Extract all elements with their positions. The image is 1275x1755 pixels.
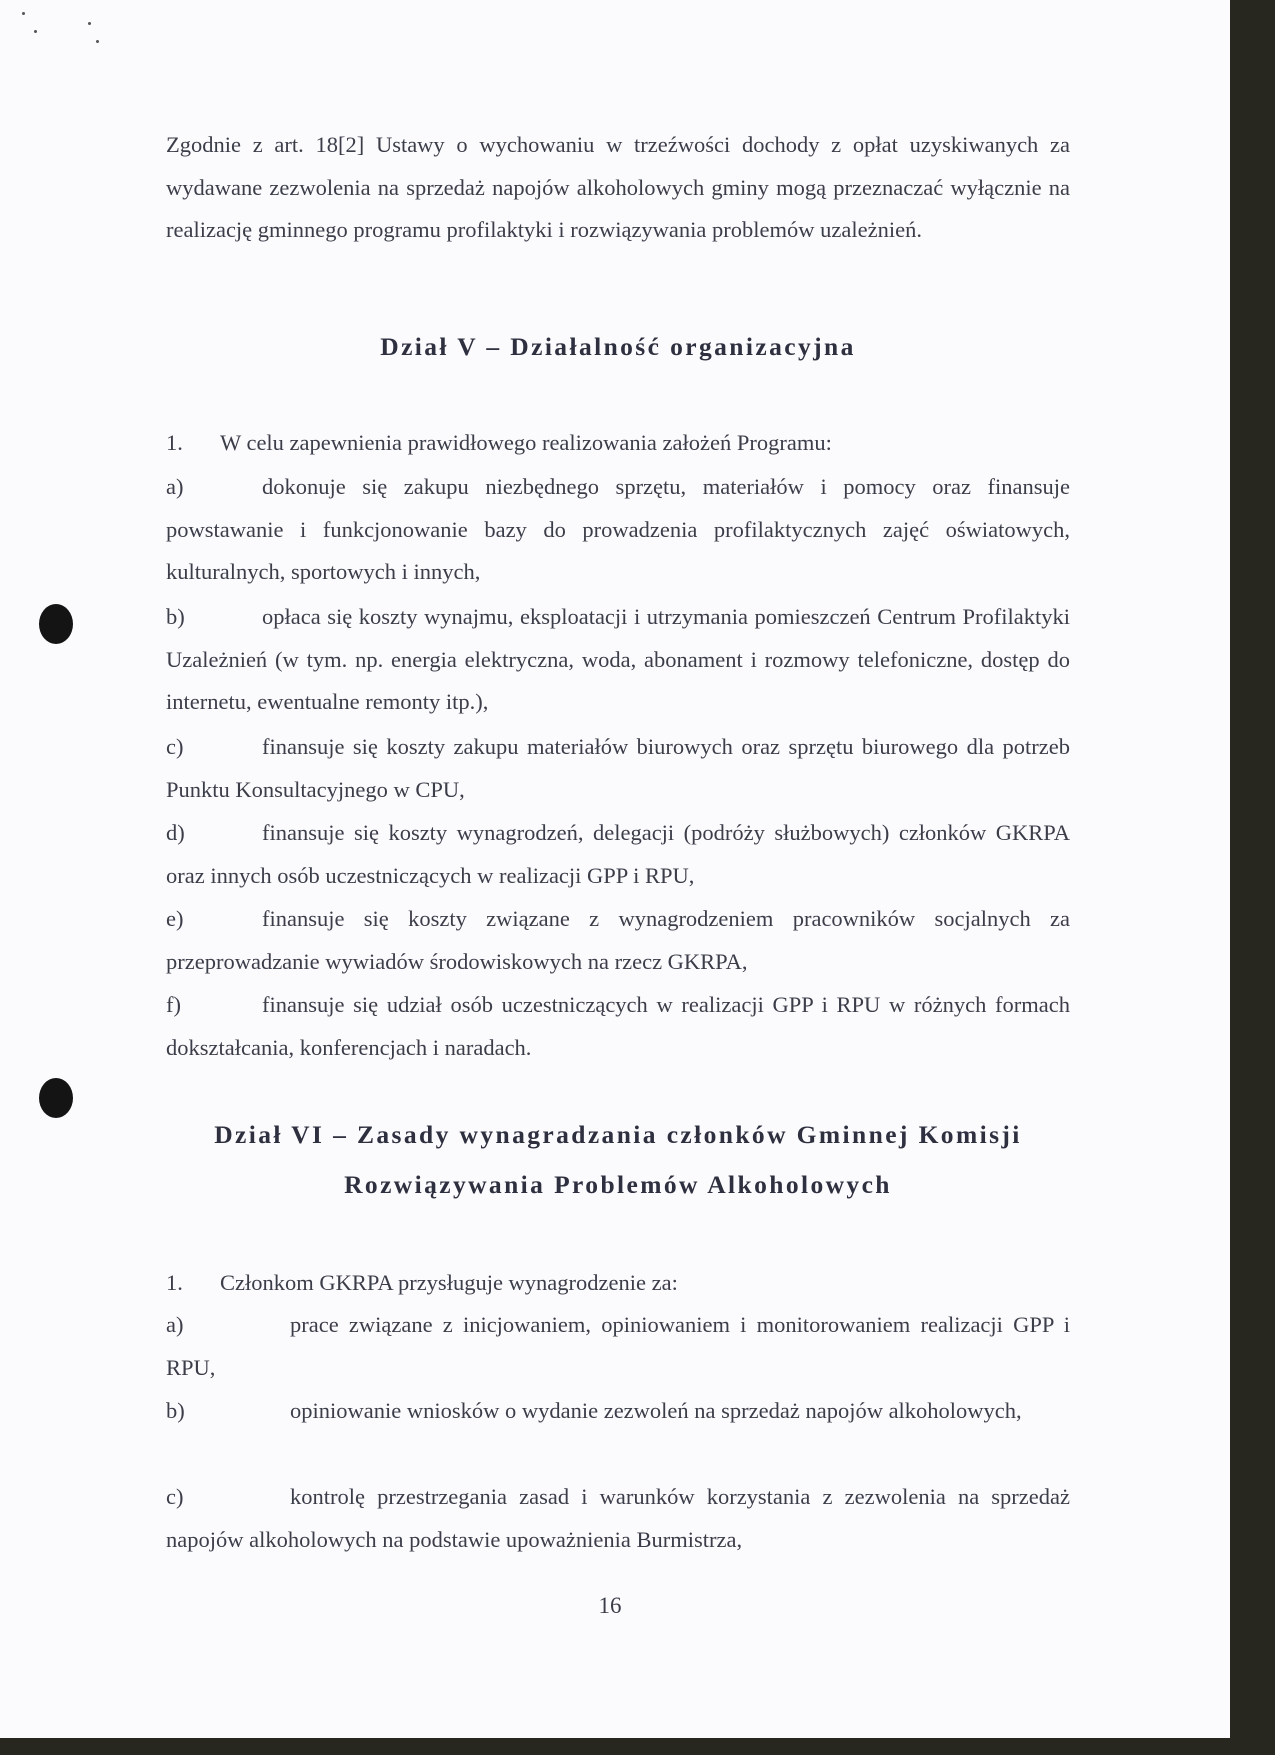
section-6-point-1	[166, 1262, 1070, 1305]
item-text: dokonuje się zakupu niezbędnego sprzętu, materiałów i pomocy oraz finansuje powstawanie i funkcjonowanie bazy do prowadzenia profilaktycznych zajęć oświatowych, kulturalnych, sportowych i innych,	[166, 474, 1070, 584]
item-text: finansuje się koszty zakupu materiałów biurowych oraz sprzętu biurowego dla potrzeb Punktu Konsultacyjnego w CPU,	[166, 734, 1070, 802]
item-marker: b)	[166, 604, 185, 629]
point-text: Członkom GKRPA przysługuje wynagrodzenie za:	[220, 1270, 678, 1295]
item-marker: e)	[166, 906, 184, 931]
section-5-item-d	[166, 812, 1070, 897]
item-marker: c)	[166, 734, 184, 759]
section-5-point-1	[166, 422, 1070, 465]
item-marker: c)	[166, 1484, 184, 1509]
section-5-title: Dział V – Działalność organizacyjna	[380, 332, 856, 361]
section-5-item-a	[166, 466, 1070, 594]
item-marker: b)	[166, 1398, 185, 1423]
scan-speck	[96, 40, 99, 43]
section-5-item-b	[166, 596, 1070, 724]
item-text: opłaca się koszty wynajmu, eksploatacji i utrzymania pomieszczeń Centrum Profilaktyki Uzależnień (w tym. np. energia elektryczna, woda, abonament i rozmowy telefoniczne, dostęp do internetu, ewentualne remonty itp.),	[166, 604, 1070, 714]
item-marker: f)	[166, 992, 181, 1017]
scan-speck	[22, 12, 25, 15]
punch-hole	[39, 1078, 73, 1118]
section-6-item-a	[166, 1304, 1070, 1389]
section-6-title-line-1: Dział VI – Zasady wynagradzania członków Gminnej Komisji	[214, 1120, 1022, 1149]
punch-hole	[39, 604, 73, 644]
point-number: 1.	[166, 430, 183, 455]
scan-speck	[88, 22, 91, 25]
point-text: W celu zapewnienia prawidłowego realizowania założeń Programu:	[220, 430, 832, 455]
item-text: finansuje się koszty związane z wynagrodzeniem pracowników socjalnych za przeprowadzanie wywiadów środowiskowych na rzecz GKRPA,	[166, 906, 1070, 974]
item-text: kontrolę przestrzegania zasad i warunków korzystania z zezwolenia na sprzedaż napojów alkoholowych na podstawie upoważnienia Burmistrza,	[166, 1484, 1070, 1552]
scan-speck	[34, 30, 37, 33]
section-5-item-c	[166, 726, 1070, 811]
page-number: 16	[598, 1593, 622, 1618]
item-marker: d)	[166, 820, 185, 845]
point-number: 1.	[166, 1270, 183, 1295]
section-5-item-f	[166, 984, 1070, 1069]
section-6-title-line-2: Rozwiązywania Problemów Alkoholowych	[344, 1170, 892, 1199]
section-6-item-b	[166, 1390, 1070, 1433]
intro-paragraph: Zgodnie z art. 18[2] Ustawy o wychowaniu w trzeźwości dochody z opłat uzyskiwanych za wydawane zezwolenia na sprzedaż napojów alkoholowych gminy mogą przeznaczać wyłącznie na realizację gminnego programu profilaktyki i rozwiązywania problemów uzależnień.	[166, 132, 1070, 242]
item-text: opiniowanie wniosków o wydanie zezwoleń na sprzedaż napojów alkoholowych,	[290, 1398, 1022, 1423]
item-text: finansuje się udział osób uczestniczących w realizacji GPP i RPU w różnych formach dokształcania, konferencjach i naradach.	[166, 992, 1070, 1060]
section-6-item-c	[166, 1476, 1070, 1561]
item-text: prace związane z inicjowaniem, opiniowaniem i monitorowaniem realizacji GPP i RPU,	[166, 1312, 1070, 1380]
item-marker: a)	[166, 1312, 184, 1337]
item-marker: a)	[166, 474, 184, 499]
section-5-item-e	[166, 898, 1070, 983]
item-text: finansuje się koszty wynagrodzeń, delegacji (podróży służbowych) członków GKRPA oraz innych osób uczestniczących w realizacji GPP i RPU,	[166, 820, 1070, 888]
